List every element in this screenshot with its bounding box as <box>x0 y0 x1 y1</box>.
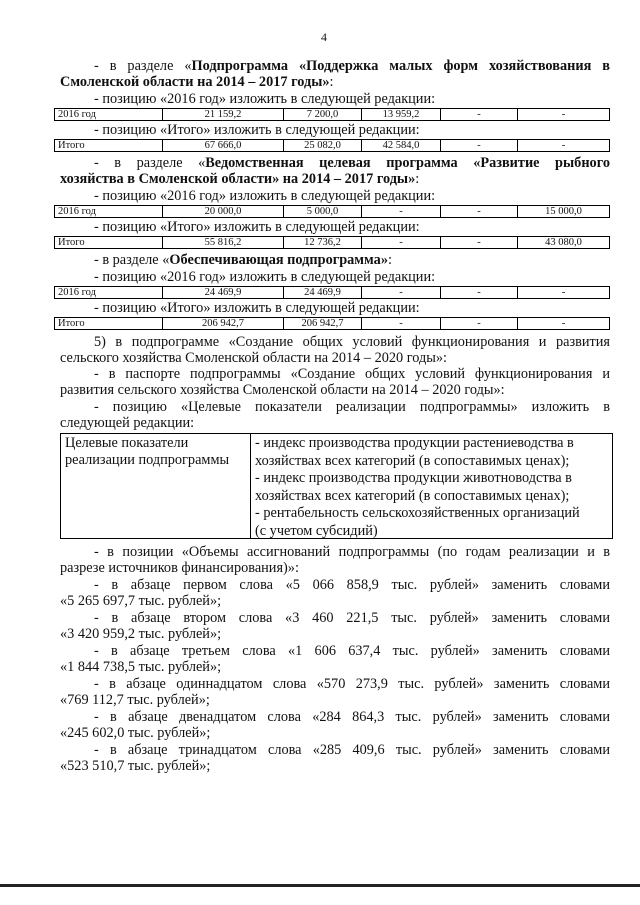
passport-label-cell <box>61 434 251 538</box>
instruction-line: - позицию «Итого» изложить в следующей редакции: <box>94 219 420 235</box>
heading-text: : <box>387 252 392 268</box>
table-row <box>54 139 610 152</box>
section-heading-line <box>94 58 610 74</box>
table-cell-value: 67 666,0 <box>163 140 284 151</box>
passport-value-line: (с учетом субсидий) <box>255 522 378 539</box>
paragraph-line: «3 420 959,2 тыс. рублей»; <box>60 626 222 642</box>
table-cell-value: 5 000,0 <box>284 206 362 217</box>
table-cell-value: - <box>561 318 566 329</box>
paragraph-line: «1 844 738,5 тыс. рублей»; <box>60 659 222 675</box>
table-cell-value: - <box>561 287 566 298</box>
passport-value-line: - рентабельность сельскохозяйственных организаций <box>255 505 580 521</box>
heading-bold: Смоленской области на 2014 – 2017 годы» <box>60 74 330 90</box>
paragraph-line: - в абзаце третьем слова «1 606 637,4 тыс. рублей» заменить словами <box>94 643 610 659</box>
instruction-line: - позицию «Итого» изложить в следующей редакции: <box>94 122 420 138</box>
passport-label: Целевые показатели <box>65 435 189 451</box>
table-cell-value: - <box>362 206 441 217</box>
table-cell-value: - <box>441 237 518 248</box>
heading-bold: Обеспечивающая подпрограмма» <box>169 252 388 268</box>
table-cell-value: - <box>362 237 441 248</box>
heading-bold: хозяйства в Смоленской области» на 2014 – 2017 годы» <box>60 171 416 187</box>
heading-text: - в разделе « <box>94 252 170 268</box>
paragraph-line: - в позиции «Объемы ассигнований подпрограммы (по годам реализации и в <box>94 544 610 560</box>
table-cell-value: - <box>561 109 566 120</box>
table-cell-value: 15 000,0 <box>545 206 582 217</box>
table-cell-value: 12 736,2 <box>284 237 362 248</box>
page-bottom-rule <box>0 884 640 887</box>
paragraph-line: следующей редакции: <box>60 415 195 431</box>
table-row <box>54 205 610 218</box>
instruction-line: - позицию «Итого» изложить в следующей редакции: <box>94 300 420 316</box>
paragraph-line: - в паспорте подпрограммы «Создание общих условий функционирования и <box>94 366 610 382</box>
table-cell-value: 43 080,0 <box>545 237 582 248</box>
passport-label: реализации подпрограммы <box>65 451 230 468</box>
page-number: 4 <box>321 30 327 44</box>
paragraph-line: сельского хозяйства Смоленской области на 2014 – 2020 годы»: <box>60 350 448 366</box>
table-cell-value: - <box>441 140 518 151</box>
table-row <box>54 317 610 330</box>
table-cell-value: - <box>441 318 518 329</box>
paragraph-line: 5) в подпрограмме «Создание общих условий функционирования и развития <box>94 334 610 350</box>
table-cell-value: 206 942,7 <box>163 318 284 329</box>
table-cell-value: 13 959,2 <box>362 109 441 120</box>
table-cell-value: 42 584,0 <box>362 140 441 151</box>
table-cell-label: Итого <box>55 140 163 151</box>
table-cell-label: Итого <box>55 318 163 329</box>
paragraph-line: разрезе источников финансирования)»: <box>60 560 299 576</box>
instruction-line: - позицию «2016 год» изложить в следующей редакции: <box>94 269 436 285</box>
section-heading-line <box>60 171 610 187</box>
passport-value-line: хозяйствах всех категорий (в сопоставимых ценах); <box>255 487 570 504</box>
table-cell-value: - <box>561 140 566 151</box>
instruction-line: - позицию «2016 год» изложить в следующей редакции: <box>94 91 436 107</box>
section-heading-line <box>60 74 610 90</box>
paragraph-line: «245 602,0 тыс. рублей»; <box>60 725 211 741</box>
passport-value-cell <box>251 434 612 540</box>
passport-value-line: - индекс производства продукции растениеводства в <box>255 435 574 451</box>
table-row <box>54 286 610 299</box>
table-row <box>54 236 610 249</box>
table-cell-value: 24 469,9 <box>163 287 284 298</box>
paragraph-line: «769 112,7 тыс. рублей»; <box>60 692 210 708</box>
table-cell-value: - <box>441 109 518 120</box>
paragraph-line: «523 510,7 тыс. рублей»; <box>60 758 211 774</box>
paragraph-line: - в абзаце тринадцатом слова «285 409,6 тыс. рублей» заменить словами <box>94 742 610 758</box>
instruction-line: - позицию «2016 год» изложить в следующей редакции: <box>94 188 436 204</box>
paragraph-line: - позицию «Целевые показатели реализации подпрограммы» изложить в <box>94 399 610 415</box>
table-cell-value: 20 000,0 <box>163 206 284 217</box>
paragraph-line: - в абзаце двенадцатом слова «284 864,3 тыс. рублей» заменить словами <box>94 709 610 725</box>
table-cell-value: 25 082,0 <box>284 140 362 151</box>
passport-value-line: - индекс производства продукции животноводства в <box>255 470 572 486</box>
table-cell-value: 21 159,2 <box>163 109 284 120</box>
table-row <box>54 108 610 121</box>
heading-text: - в разделе « <box>94 58 192 74</box>
table-cell-value: 7 200,0 <box>284 109 362 120</box>
paragraph-line: «5 265 697,7 тыс. рублей»; <box>60 593 222 609</box>
passport-value-line: хозяйствах всех категорий (в сопоставимых ценах); <box>255 452 570 469</box>
heading-text: - в разделе « <box>94 155 206 171</box>
section-heading-line <box>94 155 610 171</box>
table-cell-label: 2016 год <box>55 109 163 120</box>
table-cell-value: 24 469,9 <box>284 287 362 298</box>
table-cell-label: 2016 год <box>55 287 163 298</box>
paragraph-line: - в абзаце первом слова «5 066 858,9 тыс. рублей» заменить словами <box>94 577 610 593</box>
section-heading-line <box>94 252 610 268</box>
passport-table <box>60 433 613 539</box>
paragraph-line: - в абзаце одиннадцатом слова «570 273,9 тыс. рублей» заменить словами <box>94 676 610 692</box>
heading-text: : <box>415 171 420 187</box>
table-cell-value: 206 942,7 <box>284 318 362 329</box>
table-cell-label: Итого <box>55 237 163 248</box>
table-cell-value: - <box>362 287 441 298</box>
paragraph-line: развития сельского хозяйства Смоленской области на 2014 – 2020 годы»: <box>60 382 505 398</box>
table-cell-value: - <box>441 287 518 298</box>
table-cell-value: - <box>362 318 441 329</box>
heading-text: : <box>329 74 334 90</box>
table-cell-label: 2016 год <box>55 206 163 217</box>
heading-bold: Ведомственная целевая программа «Развитие рыбного <box>205 155 610 171</box>
heading-bold: Подпрограмма «Поддержка малых форм хозяйствования в <box>191 58 610 74</box>
table-cell-value: - <box>441 206 518 217</box>
table-cell-value: 55 816,2 <box>163 237 284 248</box>
paragraph-line: - в абзаце втором слова «3 460 221,5 тыс. рублей» заменить словами <box>94 610 610 626</box>
